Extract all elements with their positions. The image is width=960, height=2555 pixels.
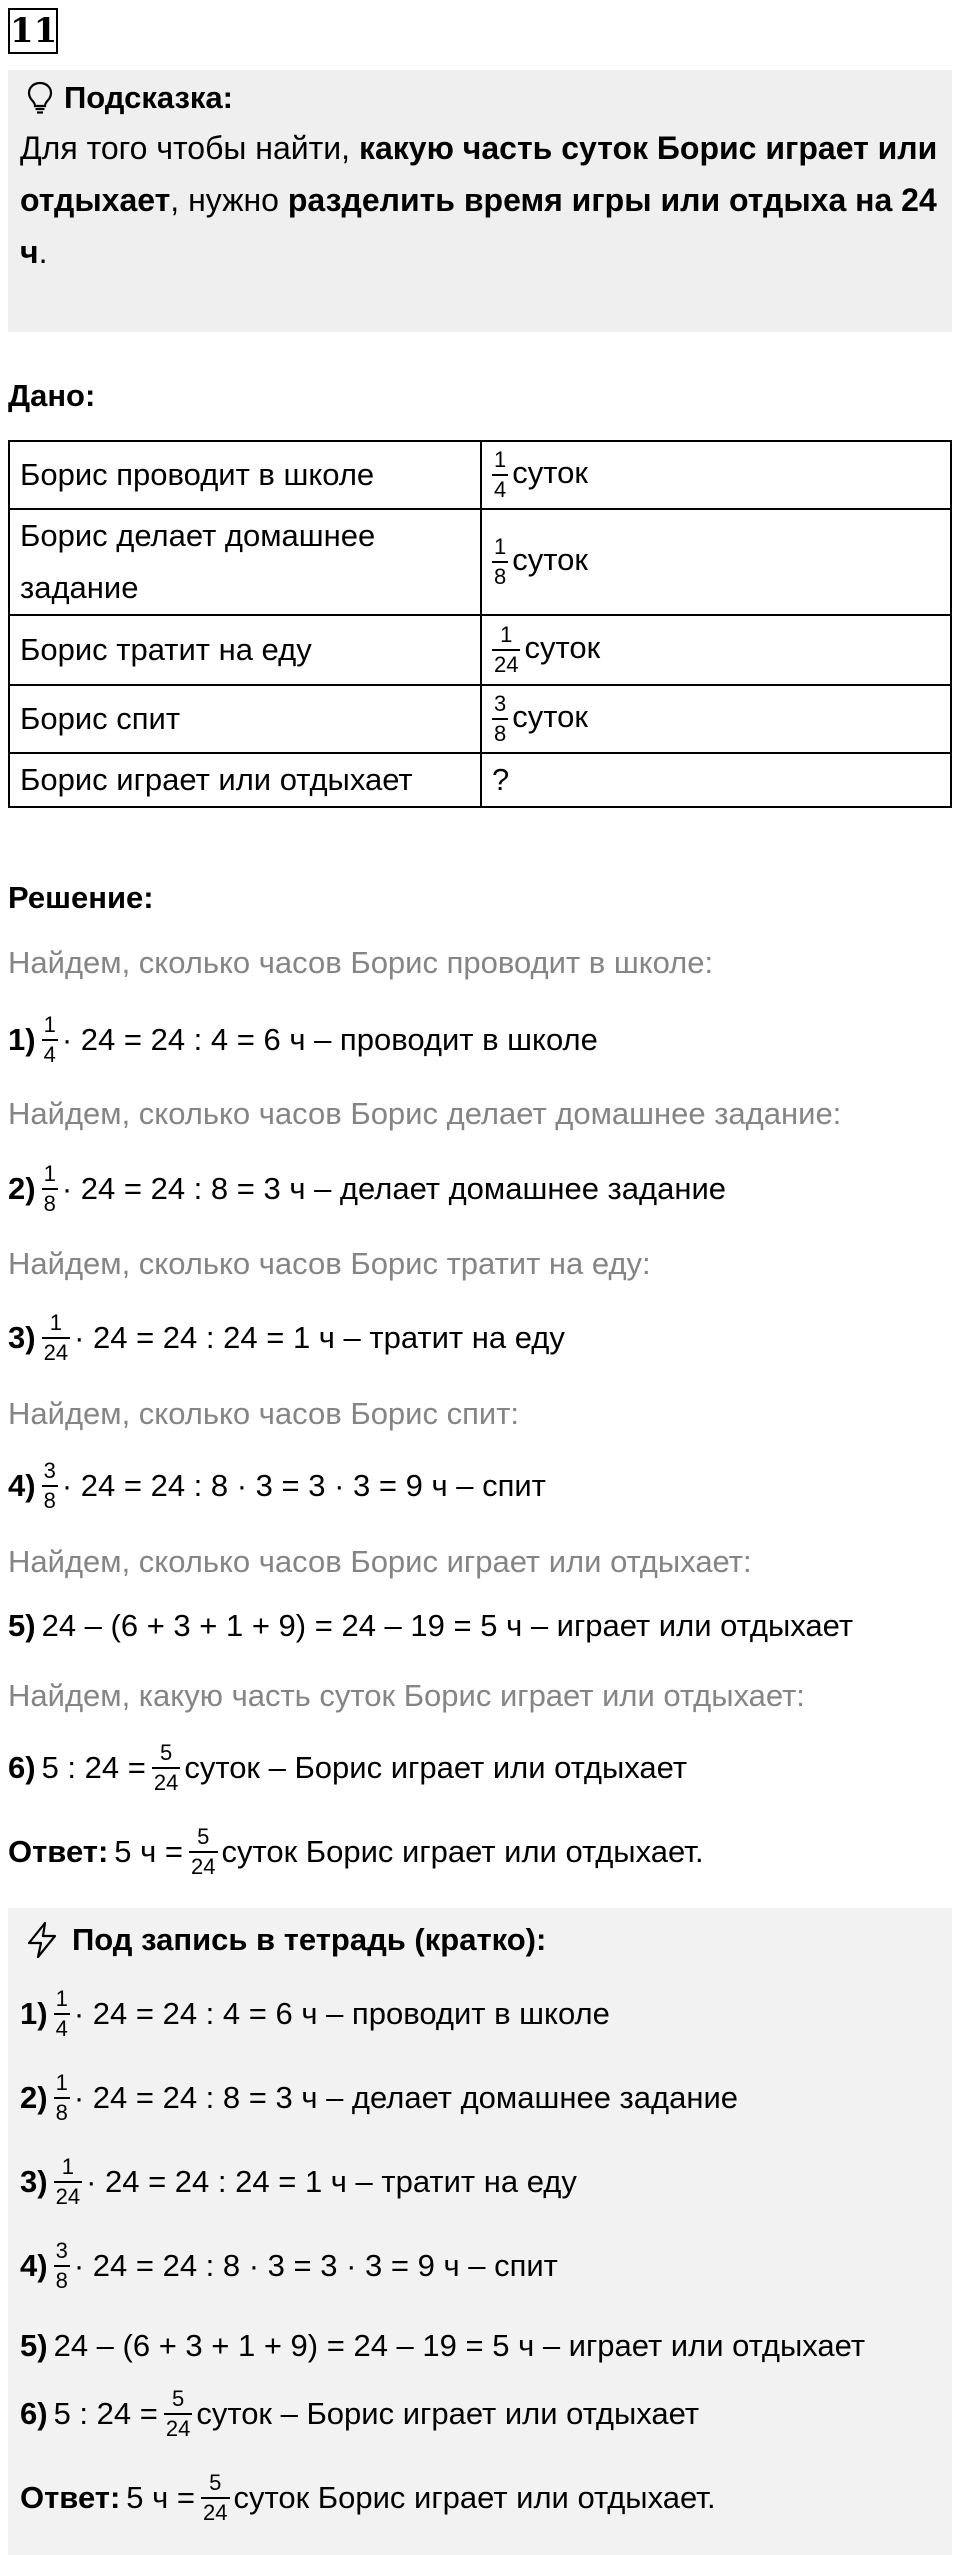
table-cell-label: Борис спит — [9, 685, 481, 753]
fraction: $\frac{1}{4}$ — [494, 447, 507, 502]
table-cell-label: Борис играет или отдыхает — [9, 753, 481, 807]
step-hint: Найдем, сколько часов Борис тратит на еду: — [8, 1246, 651, 1281]
hint-header — [26, 78, 233, 118]
lightbulb-icon — [26, 81, 54, 115]
solution-label: Решение: — [8, 880, 154, 915]
table-row — [9, 615, 951, 685]
short-line: 4) $\frac{3}{8}$ · 24 = 24 : 8 · 3 = 3 · 3 = 9 ч – спит — [20, 2238, 558, 2293]
short-notes-title: Под запись в тетрадь (кратко): — [72, 1922, 547, 1957]
fraction: $\frac{3}{8}$ — [494, 691, 507, 746]
short-line: 2) $\frac{1}{8}$ · 24 = 24 : 8 = 3 ч – делает домашнее задание — [20, 2070, 739, 2125]
short-line: 1) $\frac{1}{4}$ · 24 = 24 : 4 = 6 ч – проводит в школе — [20, 1986, 610, 2041]
table-row — [9, 753, 951, 807]
step-hint: Найдем, сколько часов Борис спит: — [8, 1396, 520, 1431]
step-line: 2) $\frac{1}{8}$ · 24 = 24 : 8 = 3 ч – делает домашнее задание — [8, 1161, 727, 1216]
hint-box — [8, 70, 952, 332]
table-row — [9, 685, 951, 753]
table-cell-value: ? — [481, 753, 951, 807]
short-line: 3) $\frac{1}{24}$ · 24 = 24 : 24 = 1 ч – тратит на еду — [20, 2154, 577, 2209]
hint-title: Подсказка: — [64, 80, 233, 115]
fraction: $\frac{5}{24}$ — [191, 1824, 216, 1879]
given-label: Дано: — [8, 378, 96, 413]
short-line: 6) 5 : 24 = $\frac{5}{24}$ суток – Борис играет или отдыхает — [20, 2386, 700, 2441]
fraction: $\frac{1}{4}$ — [55, 1986, 68, 2041]
fraction: $\frac{1}{24}$ — [43, 1310, 69, 1365]
fraction: $\frac{1}{8}$ — [43, 1161, 56, 1216]
fraction: $\frac{1}{8}$ — [494, 534, 507, 589]
table-row — [9, 441, 951, 509]
fraction: $\frac{5}{24}$ — [203, 2470, 228, 2525]
table-cell-value: $\frac{1}{24}$ суток — [481, 615, 951, 685]
table-cell-value: $\frac{1}{4}$ суток — [481, 441, 951, 509]
step-line: 1) $\frac{1}{4}$ · 24 = 24 : 4 = 6 ч – проводит в школе — [8, 1012, 598, 1067]
fraction: $\frac{3}{8}$ — [55, 2238, 68, 2293]
step-hint: Найдем, сколько часов Борис делает домашнее задание: — [8, 1096, 842, 1131]
step-hint: Найдем, сколько часов Борис играет или отдыхает: — [8, 1544, 752, 1579]
hint-text: Для того чтобы найти, какую часть суток Борис играет или отдыхает, нужно разделить время игры или отдыха на 24 ч. — [20, 130, 938, 270]
fraction: $\frac{1}{24}$ — [55, 2154, 81, 2209]
short-answer-line: Ответ: 5 ч = $\frac{5}{24}$ суток Борис играет или отдыхает. — [20, 2470, 716, 2525]
table-cell-label: Борис тратит на еду — [9, 615, 481, 685]
step-hint: Найдем, какую часть суток Борис играет или отдыхает: — [8, 1678, 805, 1713]
short-line: 5) 24 – (6 + 3 + 1 + 9) = 24 – 19 = 5 ч – играет или отдыхает — [20, 2328, 866, 2363]
short-notes-header — [22, 1918, 546, 1962]
fraction: $\frac{5}{24}$ — [165, 2386, 191, 2441]
fraction: $\frac{1}{24}$ — [494, 622, 519, 677]
table-cell-label: Борис делает домашнее задание — [9, 509, 481, 615]
table-row — [9, 509, 951, 615]
fraction: $\frac{1}{8}$ — [55, 2070, 68, 2125]
step-hint: Найдем, сколько часов Борис проводит в школе: — [8, 945, 714, 980]
step-line: 3) $\frac{1}{24}$ · 24 = 24 : 24 = 1 ч – тратит на еду — [8, 1310, 565, 1365]
fraction: $\frac{3}{8}$ — [43, 1458, 56, 1513]
step-line: 5) 24 – (6 + 3 + 1 + 9) = 24 – 19 = 5 ч – играет или отдыхает — [8, 1608, 854, 1643]
step-line: 6) 5 : 24 = $\frac{5}{24}$ суток – Борис играет или отдыхает — [8, 1740, 688, 1795]
step-line: 4) $\frac{3}{8}$ · 24 = 24 : 8 · 3 = 3 · 3 = 9 ч – спит — [8, 1458, 546, 1513]
short-notes-box — [8, 1908, 952, 2555]
task-number: 11 — [8, 8, 58, 54]
fraction: $\frac{5}{24}$ — [153, 1740, 179, 1795]
table-cell-value: $\frac{3}{8}$ суток — [481, 685, 951, 753]
given-table — [8, 440, 952, 808]
fraction: $\frac{1}{4}$ — [43, 1012, 56, 1067]
table-cell-value: $\frac{1}{8}$ суток — [481, 509, 951, 615]
table-cell-label: Борис проводит в школе — [9, 441, 481, 509]
lightning-icon — [22, 1920, 62, 1960]
answer-line: Ответ: 5 ч = $\frac{5}{24}$ суток Борис играет или отдыхает. — [8, 1824, 704, 1879]
